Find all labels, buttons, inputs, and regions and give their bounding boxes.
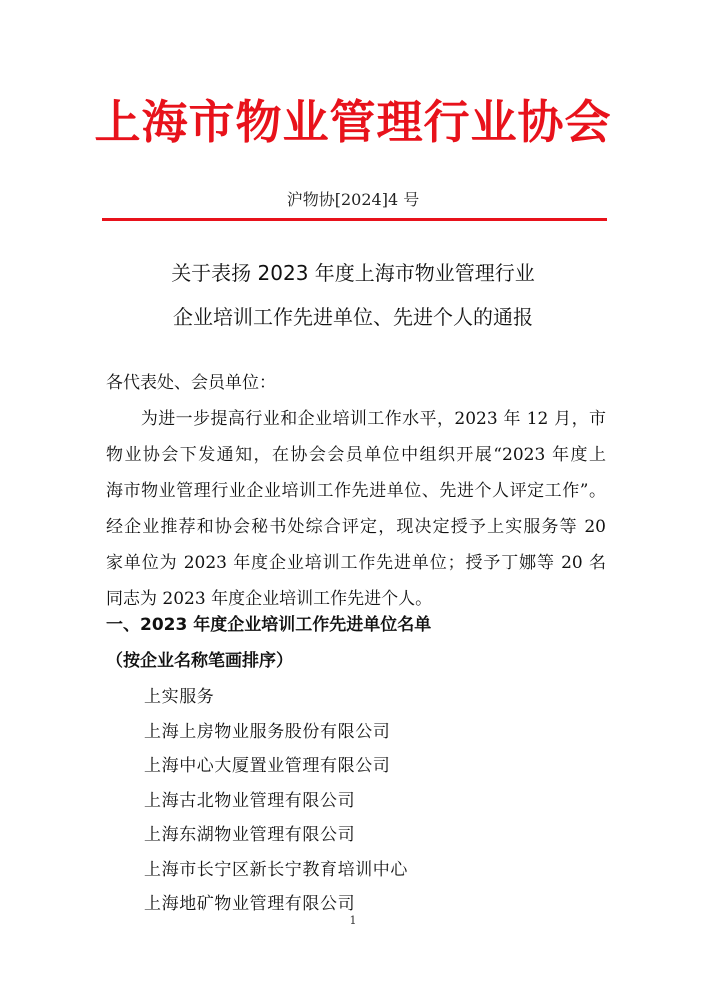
notice-title-line-2: 企业培训工作先进单位、先进个人的通报 xyxy=(173,305,533,329)
body-line: 家单位为 2023 年度企业培训工作先进单位；授予丁娜等 20 名 xyxy=(106,553,606,573)
list-item: 上海地矿物业管理有限公司 xyxy=(144,894,356,914)
red-divider-line xyxy=(102,218,607,221)
body-line: 同志为 2023 年度企业培训工作先进个人。 xyxy=(106,589,433,609)
notice-title-line-1: 关于表扬 2023 年度上海市物业管理行业 xyxy=(171,261,535,285)
section-heading: 一、2023 年度企业培训工作先进单位名单 xyxy=(106,615,432,635)
advanced-units-list xyxy=(144,684,408,926)
list-item: 上海市长宁区新长宁教育培训中心 xyxy=(144,859,408,880)
masthead-title: 上海市物业管理行业协会 xyxy=(94,95,612,149)
body-line: 经企业推荐和协会秘书处综合评定，现决定授予上实服务等 20 xyxy=(106,517,606,537)
list-item: 上海上房物业服务股份有限公司 xyxy=(144,721,391,742)
body-line: 物业协会下发通知，在协会会员单位中组织开展“2023 年度上 xyxy=(106,445,606,465)
body-line: 为进一步提高行业和企业培训工作水平，2023 年 12 月，市 xyxy=(106,409,606,429)
list-item: 上海东湖物业管理有限公司 xyxy=(144,825,356,845)
salutation: 各代表处、会员单位： xyxy=(106,373,276,393)
list-item: 上海古北物业管理有限公司 xyxy=(144,790,356,811)
body-line: 海市物业管理行业企业培训工作先进单位、先进个人评定工作”。 xyxy=(106,481,606,501)
section-subheading: （按企业名称笔画排序） xyxy=(106,651,293,671)
document-number: 沪物协[2024]4 号 xyxy=(286,190,420,209)
list-item: 上实服务 xyxy=(144,687,215,707)
page-number: 1 xyxy=(349,914,357,927)
list-item: 上海中心大厦置业管理有限公司 xyxy=(144,756,391,776)
